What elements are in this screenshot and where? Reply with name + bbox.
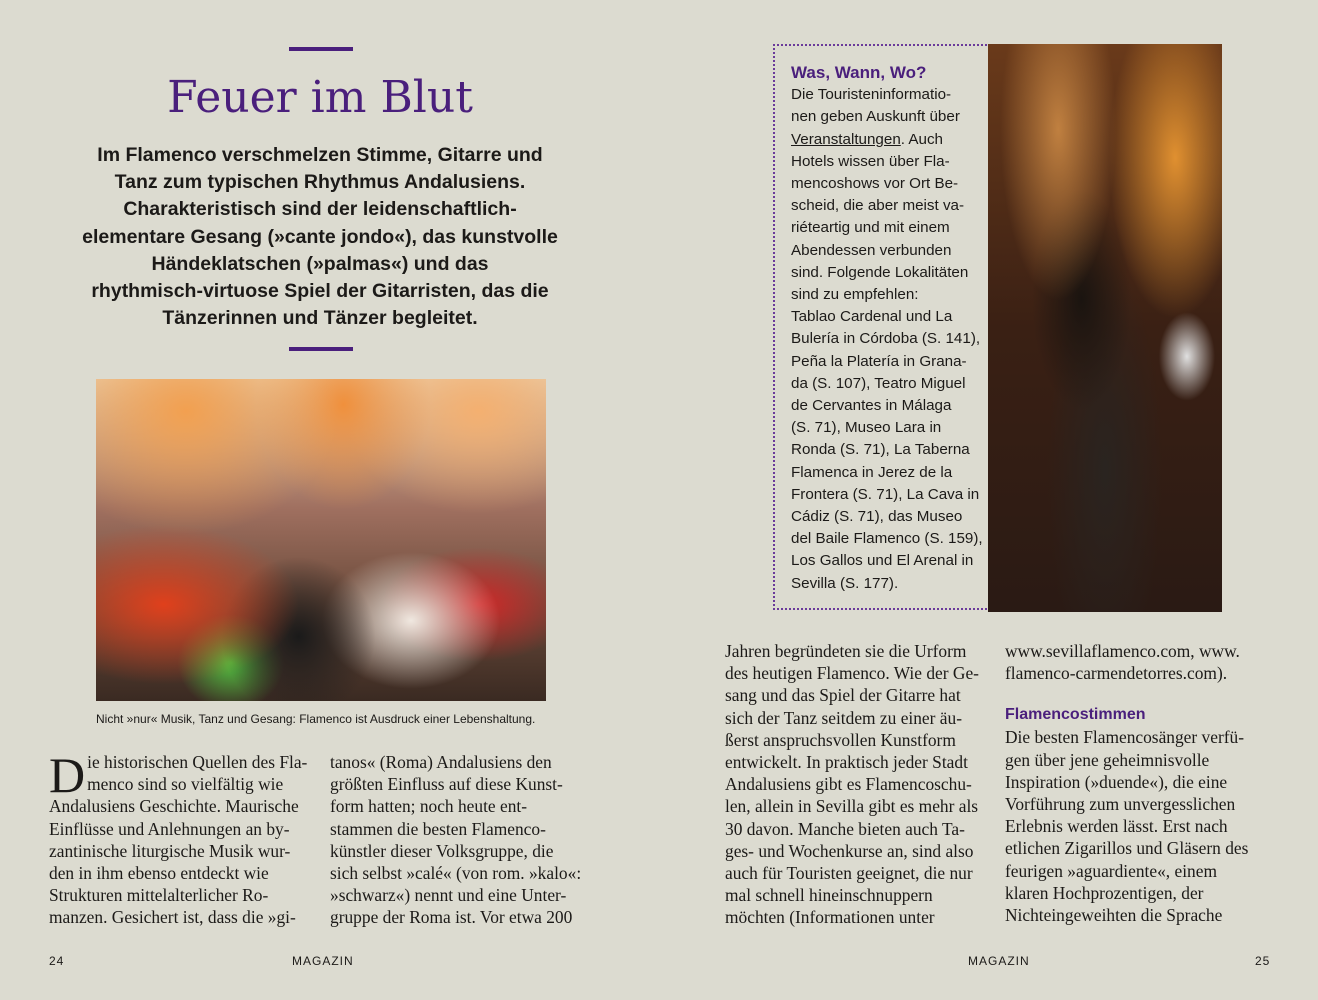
text-line: Sevilla (S. 177). [791, 574, 899, 592]
text-line: Peña la Platería in Grana- [791, 352, 967, 370]
body-column-4-links [1005, 640, 1248, 684]
text-line: 30 davon. Manche bieten auch Ta- [725, 818, 965, 839]
title-rule-top [289, 47, 353, 51]
lead-paragraph [70, 142, 570, 332]
body-column-4-text [1005, 726, 1248, 926]
text-line: Die Touristeninformatio- [791, 86, 952, 104]
text-line: sang und das Spiel der Gitarre hat [725, 685, 961, 706]
text-line: Cádiz (S. 71), das Museo [791, 508, 963, 526]
text-line: ges- und Wochenkurse an, sind also [725, 840, 974, 861]
text-line: manzen. Gesichert ist, dass die »gi- [49, 907, 296, 928]
text-line: Im Flamenco verschmelzen Stimme, Gitarre und [97, 144, 543, 166]
text-line: form hatten; noch heute ent- [330, 796, 528, 817]
article-title: Feuer im Blut [167, 72, 473, 123]
text-line: mal schnell hineinschnuppern [725, 885, 933, 906]
text-line: sind zu empfehlen: [791, 286, 919, 304]
text-line: sind. Folgende Lokalitäten [791, 263, 969, 281]
body-column-1-text [49, 747, 311, 929]
text-line: Andalusiens gibt es Flamencoschu- [725, 774, 972, 795]
text-line: gruppe der Roma ist. Vor etwa 200 [330, 907, 573, 928]
text-line: de Cervantes in Málaga [791, 397, 952, 415]
text-line: del Baile Flamenco (S. 159), [791, 530, 983, 548]
text-line: Ronda (S. 71), La Taberna [791, 441, 970, 459]
text-line: Jahren begründeten sie die Urform [725, 641, 967, 661]
text-line: (S. 71), Museo Lara in [791, 419, 942, 437]
body-column-2 [330, 751, 581, 929]
text-line: entwickelt. In praktisch jeder Stadt [725, 752, 968, 773]
text-line: mencoshows vor Ort Be- [791, 175, 959, 193]
text-line: ie historischen Quellen des Fla- [87, 752, 308, 772]
body-column-4 [1005, 640, 1248, 926]
text-line: »schwarz«) nennt und eine Unter- [330, 885, 567, 906]
text-line: Abendessen verbunden [791, 241, 952, 259]
text-line: Tablao Cardenal und La [791, 308, 953, 326]
text-line: klaren Hochprozentigen, der [1005, 882, 1204, 903]
text-line: Flamenca in Jerez de la [791, 463, 953, 481]
text-line: Tänzerinnen und Tänzer begleitet. [162, 307, 478, 330]
text-line: zantinische liturgische Musik wur- [49, 840, 291, 861]
text-line: ßerst anspruchsvollen Kunstform [725, 729, 956, 750]
text-line: sich der Tanz seitdem zu einer äu- [725, 707, 962, 728]
text-line: Vorführung zum unvergesslichen [1005, 794, 1236, 815]
text-line: sich selbst »calé« (von rom. »kalo«: [330, 863, 582, 884]
body-column-1 [49, 747, 311, 929]
text-line: Einflüsse und Anlehnungen an by- [49, 818, 290, 839]
text-line: rhythmisch-virtuose Spiel der Gitarristen, das die [91, 280, 549, 303]
page-number-left: 24 [49, 954, 65, 968]
text-line: auch für Touristen geeignet, die nur [725, 863, 973, 884]
page-number-right: 25 [1255, 954, 1271, 968]
info-box-lines [791, 84, 983, 595]
text-line: Strukturen mittelalterlicher Ro- [49, 885, 269, 906]
text-line: Händeklatschen (»palmas«) und das [151, 252, 489, 275]
text-line: da (S. 107), Teatro Miguel [791, 374, 966, 392]
info-box-text [791, 62, 983, 595]
text-line: elementare Gesang (»cante jondo«), das kunstvolle [82, 225, 558, 248]
text-line: den in ihm ebenso entdeckt wie [49, 863, 269, 884]
section-label-right: MAGAZIN [968, 954, 1030, 968]
text-line: tanos« (Roma) Andalusiens den [330, 752, 552, 772]
text-line: Frontera (S. 71), La Cava in [791, 485, 980, 503]
text-line: größten Einfluss auf diese Kunst- [330, 774, 563, 795]
text-line: Bulería in Córdoba (S. 141), [791, 330, 981, 348]
text-line: feurigen »aguardiente«, einem [1005, 860, 1217, 881]
text-line: Erlebnis werden lässt. Erst nach [1005, 816, 1228, 837]
text-line: flamenco-carmendetorres.com). [1005, 663, 1228, 684]
text-line: len, allein in Sevilla gibt es mehr als [725, 796, 979, 817]
text-line: Die besten Flamencosänger verfü- [1005, 727, 1245, 748]
text-line: Nichteingeweihten die Sprache [1005, 905, 1223, 926]
photo-caption: Nicht »nur« Musik, Tanz und Gesang: Flamenco ist Ausdruck einer Lebenshaltung. [96, 712, 536, 726]
text-line: Hotels wissen über Fla- [791, 152, 950, 170]
text-line: Andalusiens Geschichte. Maurische [49, 796, 299, 817]
text-line: Los Gallos und El Arenal in [791, 552, 974, 570]
drop-cap: D [49, 747, 86, 803]
section-label-left: MAGAZIN [292, 954, 354, 968]
text-line: Inspiration (»duende«), die eine [1005, 771, 1228, 792]
text-line: stammen die besten Flamenco- [330, 818, 546, 839]
text-line: möchten (Informationen unter [725, 907, 935, 928]
text-line: gen über jene geheimnisvolle [1005, 749, 1210, 770]
body-column-3 [725, 640, 979, 929]
text-line: riéteartig und mit einem [791, 219, 950, 237]
photo-flamenco-crowd [96, 379, 546, 701]
text-line: www.sevillaflamenco.com, www. [1005, 641, 1240, 661]
text-line: scheid, die aber meist va- [791, 197, 965, 215]
text-line: Charakteristisch sind der leidenschaftlich- [123, 198, 517, 221]
subheading-flamencostimmen: Flamencostimmen [1005, 706, 1146, 724]
text-line: des heutigen Flamenco. Wie der Ge- [725, 663, 979, 684]
text-line: menco sind so vielfältig wie [87, 774, 284, 795]
text-line: Veranstaltungen. Auch [791, 130, 943, 148]
title-rule-bottom [289, 347, 353, 351]
text-line: etlichen Zigarillos und Gläsern des [1005, 838, 1249, 859]
info-box-heading: Was, Wann, Wo? [791, 63, 927, 82]
photo-flamenco-dancer [988, 44, 1222, 612]
text-line: Tanz zum typischen Rhythmus Andalusiens. [114, 171, 526, 194]
text-line: künstler dieser Volksgruppe, die [330, 840, 554, 861]
text-line: nen geben Auskunft über [791, 108, 960, 126]
